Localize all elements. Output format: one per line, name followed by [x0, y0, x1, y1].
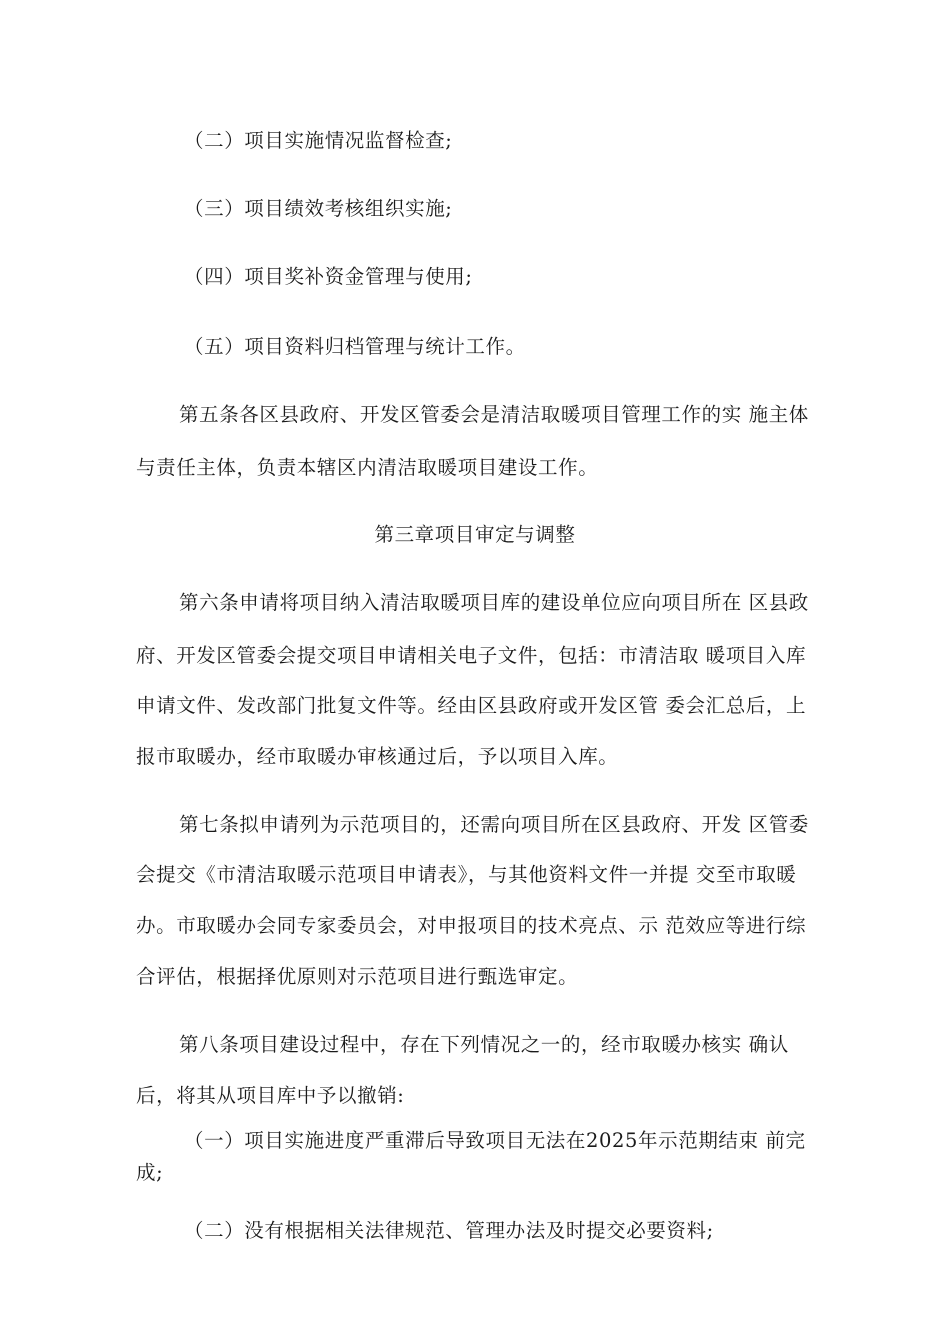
list-item: 成; [136, 1161, 164, 1184]
paragraph-line: 申请文件、发改部门批复文件等。经由区县政府或开发区管 委会汇总后，上 [136, 694, 807, 717]
paragraph-line: 后，将其从项目库中予以撤销: [136, 1084, 405, 1107]
paragraph-line: 与责任主体，负责本辖区内清洁取暖项目建设工作。 [136, 456, 599, 479]
paragraph-line: 府、开发区管委会提交项目申请相关电子文件，包括：市清洁取 暖项目入库 [136, 644, 807, 667]
list-item: （一）项目实施进度严重滞后导致项目无法在2025年示范期结束 前完 [184, 1129, 806, 1152]
chapter-heading: 第三章项目审定与调整 [374, 523, 576, 546]
list-item: （五）项目资料归档管理与统计工作。 [184, 335, 526, 358]
paragraph-line: 办。市取暖办会同专家委员会，对申报项目的技术亮点、示 范效应等进行综 [136, 914, 807, 937]
list-item: （三）项目绩效考核组织实施; [184, 197, 453, 220]
paragraph-line: 报市取暖办，经市取暖办审核通过后，予以项目入库。 [136, 745, 619, 768]
paragraph-line: 第八条项目建设过程中，存在下列情况之一的，经市取暖办核实 确认 [179, 1033, 789, 1056]
list-item: （二）没有根据相关法律规范、管理办法及时提交必要资料; [184, 1219, 714, 1242]
paragraph-line: 第七条拟申请列为示范项目的，还需向项目所在区县政府、开发 区管委 [179, 813, 809, 836]
paragraph-line: 会提交《市清洁取暖示范项目申请表》，与其他资料文件一并提 交至市取暖 [136, 863, 797, 886]
paragraph-line: 合评估，根据择优原则对示范项目进行甄选审定。 [136, 965, 579, 988]
paragraph-line: 第五条各区县政府、开发区管委会是清洁取暖项目管理工作的实 施主体 [179, 403, 809, 426]
list-item: （四）项目奖补资金管理与使用; [184, 265, 473, 288]
list-item: （二）项目实施情况监督检查; [184, 129, 453, 152]
paragraph-line: 第六条申请将项目纳入清洁取暖项目库的建设单位应向项目所在 区县政 [179, 591, 809, 614]
